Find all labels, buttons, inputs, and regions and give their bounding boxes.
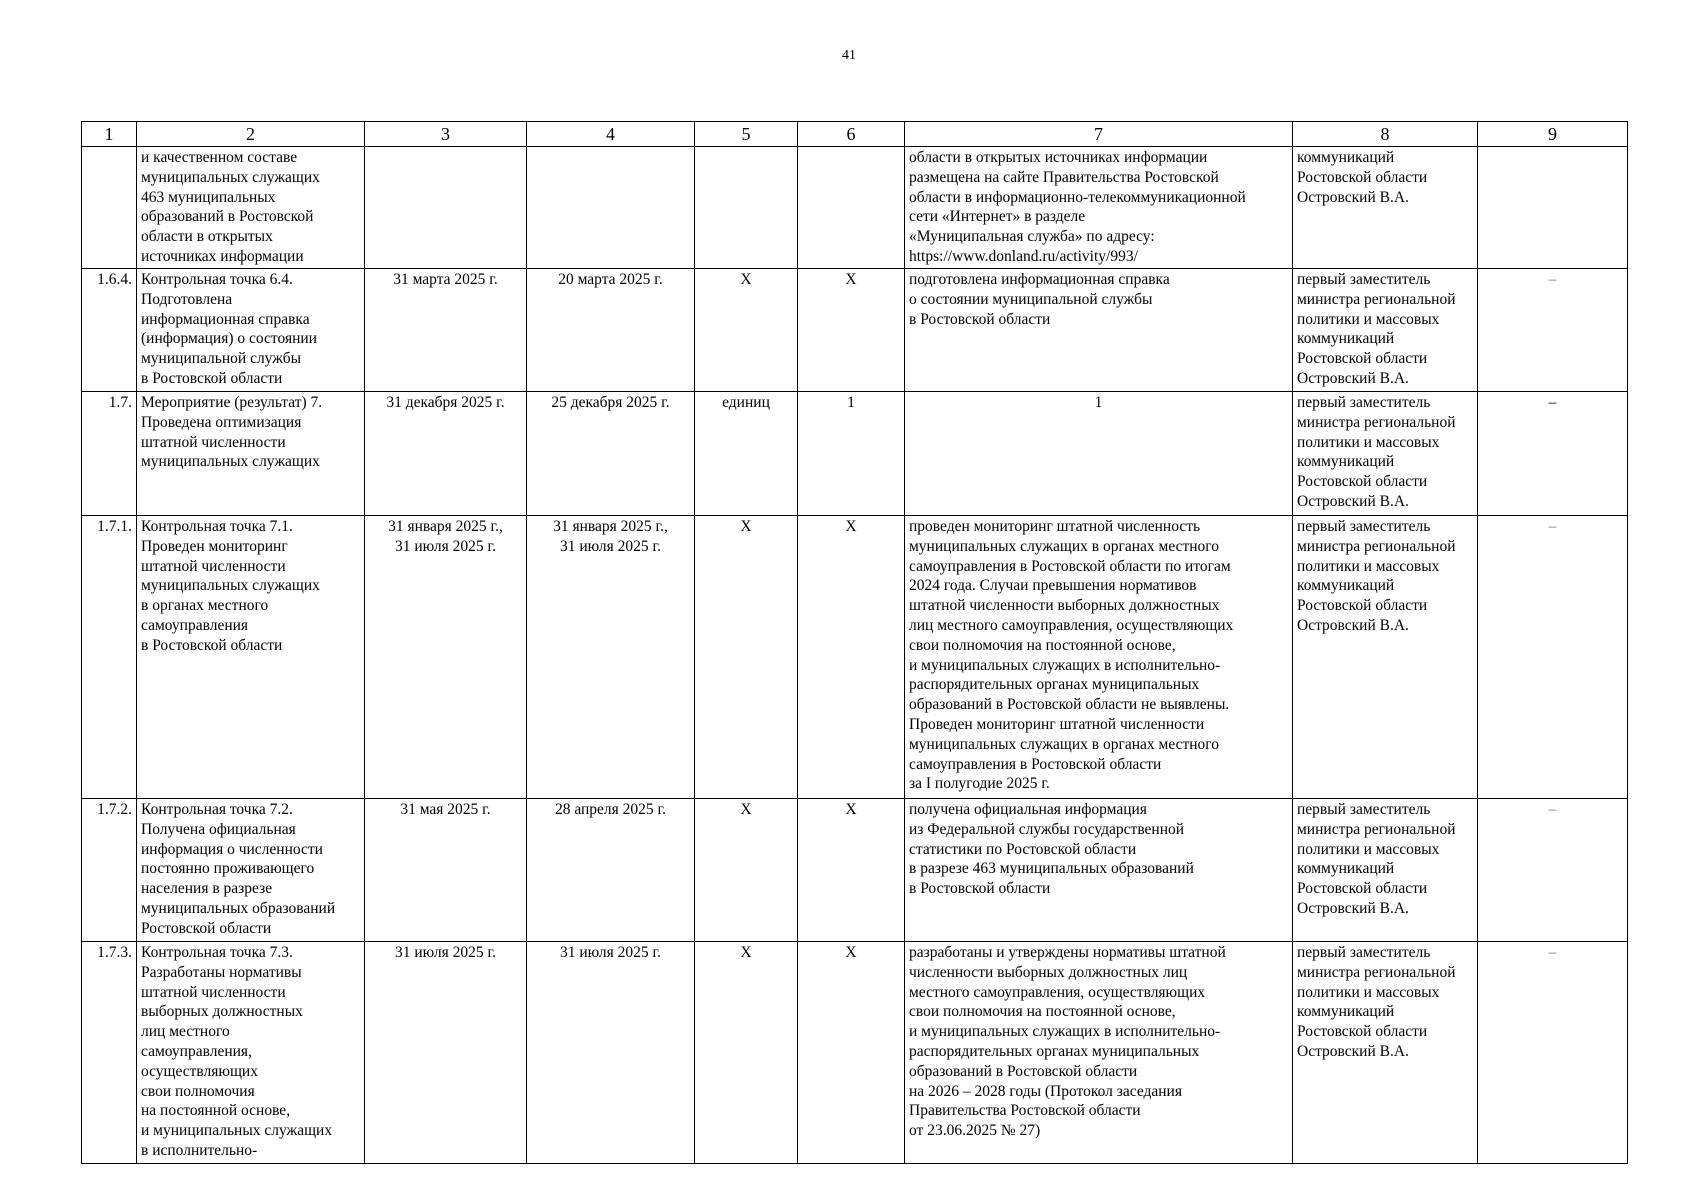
responsible-cell: первый заместитель министра региональной политики и массовых коммуникаций Ростовской области Островский В.А. [1293, 269, 1478, 392]
plan-value-cell: Х [798, 516, 905, 799]
plan-value-cell: Х [798, 942, 905, 1164]
note-cell [1478, 147, 1628, 269]
column-header: 7 [905, 122, 1293, 147]
report-table [81, 121, 1628, 1164]
column-header: 8 [1293, 122, 1478, 147]
note-cell: – [1478, 516, 1628, 799]
result-cell: получена официальная информация из Федеральной службы государственной статистики по Ростовской области в разрезе 463 муниципальных образований в Ростовской области [905, 799, 1293, 942]
column-header: 4 [527, 122, 695, 147]
plan-date-cell: 31 марта 2025 г. [365, 269, 527, 392]
row-number-cell: 1.7.3. [82, 942, 137, 1164]
plan-date-cell: 31 мая 2025 г. [365, 799, 527, 942]
event-name-cell: и качественном составе муниципальных служащих 463 муниципальных образований в Ростовской области в открытых источниках информации [137, 147, 365, 269]
fact-date-cell: 31 января 2025 г., 31 июля 2025 г. [527, 516, 695, 799]
fact-date-cell: 25 декабря 2025 г. [527, 392, 695, 516]
result-cell: разработаны и утверждены нормативы штатной численности выборных должностных лиц местного самоуправления, осуществляющих свои полномочия на постоянной основе, и муниципальных служащих в исполнительно- распорядительных органах муниципальных образований в Ростовской области на 2026 – 2028 годы (Протокол заседания Правительства Ростовской области от 23.06.2025 № 27) [905, 942, 1293, 1164]
event-name-cell: Мероприятие (результат) 7. Проведена оптимизация штатной численности муниципальных служащих [137, 392, 365, 516]
event-name-cell: Контрольная точка 7.2. Получена официальная информация о численности постоянно проживающего населения в разрезе муниципальных образований Ростовской области [137, 799, 365, 942]
plan-date-cell: 31 декабря 2025 г. [365, 392, 527, 516]
table-row [82, 392, 1628, 516]
event-name-cell: Контрольная точка 7.1. Проведен мониторинг штатной численности муниципальных служащих в органах местного самоуправления в Ростовской области [137, 516, 365, 799]
plan-date-cell: 31 января 2025 г., 31 июля 2025 г. [365, 516, 527, 799]
plan-date-cell: 31 июля 2025 г. [365, 942, 527, 1164]
column-header: 9 [1478, 122, 1628, 147]
table-row [82, 269, 1628, 392]
column-header: 3 [365, 122, 527, 147]
row-number-cell: 1.7.2. [82, 799, 137, 942]
event-name-cell: Контрольная точка 6.4. Подготовлена информационная справка (информация) о состоянии муниципальной службы в Ростовской области [137, 269, 365, 392]
plan-value-cell: Х [798, 799, 905, 942]
column-header: 2 [137, 122, 365, 147]
row-number-cell: 1.7. [82, 392, 137, 516]
table-row [82, 799, 1628, 942]
unit-cell: Х [695, 269, 798, 392]
note-cell: – [1478, 942, 1628, 1164]
unit-cell: единиц [695, 392, 798, 516]
fact-date-cell [527, 147, 695, 269]
column-number-row [82, 122, 1628, 147]
note-cell: – [1478, 392, 1628, 516]
table-row [82, 942, 1628, 1164]
plan-value-cell [798, 147, 905, 269]
plan-value-cell: Х [798, 269, 905, 392]
table-row [82, 516, 1628, 799]
row-number-cell: 1.7.1. [82, 516, 137, 799]
note-cell: – [1478, 799, 1628, 942]
column-header: 6 [798, 122, 905, 147]
responsible-cell: первый заместитель министра региональной политики и массовых коммуникаций Ростовской области Островский В.А. [1293, 516, 1478, 799]
plan-value-cell: 1 [798, 392, 905, 516]
responsible-cell: первый заместитель министра региональной политики и массовых коммуникаций Ростовской области Островский В.А. [1293, 942, 1478, 1164]
fact-date-cell: 28 апреля 2025 г. [527, 799, 695, 942]
note-cell: – [1478, 269, 1628, 392]
row-number-cell [82, 147, 137, 269]
column-header: 5 [695, 122, 798, 147]
plan-date-cell [365, 147, 527, 269]
fact-date-cell: 31 июля 2025 г. [527, 942, 695, 1164]
result-cell: проведен мониторинг штатной численность муниципальных служащих в органах местного самоуправления в Ростовской области по итогам 2024 года. Случаи превышения нормативов штатной численности выборных должностных лиц местного самоуправления, осуществляющих свои полномочия на постоянной основе, и муниципальных служащих в исполнительно- распорядительных органах муниципальных образований в Ростовской области не выявлены. Проведен мониторинг штатной численности муниципальных служащих в органах местного самоуправления в Ростовской области за I полугодие 2025 г. [905, 516, 1293, 799]
responsible-cell: коммуникаций Ростовской области Островский В.А. [1293, 147, 1478, 269]
fact-date-cell: 20 марта 2025 г. [527, 269, 695, 392]
page-number: 41 [842, 48, 856, 63]
table-row [82, 147, 1628, 269]
unit-cell: Х [695, 942, 798, 1164]
unit-cell: Х [695, 516, 798, 799]
row-number-cell: 1.6.4. [82, 269, 137, 392]
result-cell: области в открытых источниках информации размещена на сайте Правительства Ростовской области в информационно-телекоммуникационной сети «Интернет» в разделе «Муниципальная служба» по адресу: https://www.donland.ru/activity/993/ [905, 147, 1293, 269]
unit-cell: Х [695, 799, 798, 942]
unit-cell [695, 147, 798, 269]
event-name-cell: Контрольная точка 7.3. Разработаны нормативы штатной численности выборных должностных лиц местного самоуправления, осуществляющих свои полномочия на постоянной основе, и муниципальных служащих в исполнительно- [137, 942, 365, 1164]
result-cell: 1 [905, 392, 1293, 516]
responsible-cell: первый заместитель министра региональной политики и массовых коммуникаций Ростовской области Островский В.А. [1293, 392, 1478, 516]
result-cell: подготовлена информационная справка о состоянии муниципальной службы в Ростовской области [905, 269, 1293, 392]
column-header: 1 [82, 122, 137, 147]
responsible-cell: первый заместитель министра региональной политики и массовых коммуникаций Ростовской области Островский В.А. [1293, 799, 1478, 942]
